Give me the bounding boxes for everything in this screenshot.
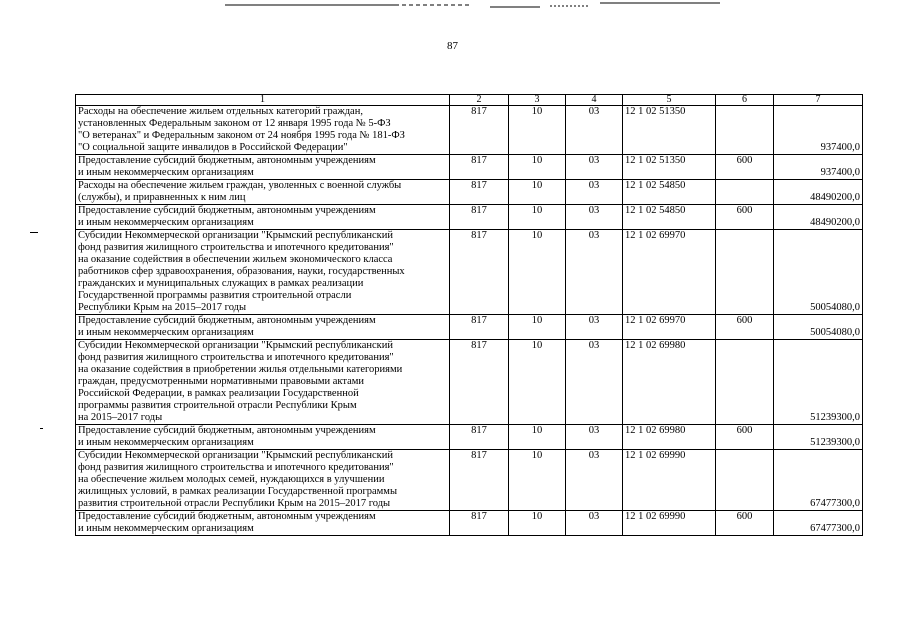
description-line: фонд развития жилищного строительства и ипотечного кредитования" bbox=[78, 242, 394, 253]
column-header: 3 bbox=[509, 95, 566, 106]
table-row bbox=[76, 106, 863, 155]
expense-description bbox=[76, 230, 450, 315]
amount-value: 67477300,0 bbox=[774, 450, 863, 511]
column-header: 2 bbox=[450, 95, 509, 106]
column-header: 4 bbox=[566, 95, 623, 106]
subsection-code: 03 bbox=[566, 450, 623, 511]
description-line: граждан, предусмотренными нормативными правовыми актами bbox=[78, 376, 365, 387]
description-line: Государственной программы развития строительной отрасли bbox=[78, 290, 352, 301]
ministry-code: 817 bbox=[450, 230, 509, 315]
description-line: Предоставление субсидий бюджетным, автономным учреждениям bbox=[78, 155, 376, 166]
subsection-code: 03 bbox=[566, 425, 623, 450]
column-header: 6 bbox=[716, 95, 774, 106]
description-line: программы развития строительной отрасли Республики Крым bbox=[78, 400, 357, 411]
expense-description bbox=[76, 511, 450, 536]
scan-artifact-lines bbox=[0, 0, 905, 16]
expense-description bbox=[76, 315, 450, 340]
description-line: жилищных условий, в рамках реализации Государственной программы bbox=[78, 486, 398, 497]
ministry-code: 817 bbox=[450, 315, 509, 340]
description-line: и иным некоммерческим организациям bbox=[78, 217, 254, 228]
margin-mark bbox=[30, 232, 38, 233]
section-code: 10 bbox=[509, 511, 566, 536]
expense-description bbox=[76, 180, 450, 205]
ministry-code: 817 bbox=[450, 180, 509, 205]
column-header: 5 bbox=[623, 95, 716, 106]
description-line: "О ветеранах" и Федеральным законом от 24 ноября 1995 года № 181-ФЗ bbox=[78, 130, 405, 141]
table-row bbox=[76, 340, 863, 425]
table-row bbox=[76, 425, 863, 450]
description-line: фонд развития жилищного строительства и ипотечного кредитования" bbox=[78, 352, 394, 363]
expense-type-code: 600 bbox=[716, 205, 774, 230]
expense-type-code: 600 bbox=[716, 511, 774, 536]
expense-type-code: 600 bbox=[716, 315, 774, 340]
amount-value: 48490200,0 bbox=[774, 205, 863, 230]
ministry-code: 817 bbox=[450, 155, 509, 180]
target-article-code: 12 1 02 54850 bbox=[623, 180, 716, 205]
description-line: установленных Федеральным законом от 12 января 1995 года № 5-ФЗ bbox=[78, 118, 391, 129]
expense-description bbox=[76, 425, 450, 450]
table-row bbox=[76, 205, 863, 230]
description-line: и иным некоммерческим организациям bbox=[78, 437, 254, 448]
expense-description bbox=[76, 155, 450, 180]
description-line: "О социальной защите инвалидов в Российской Федерации" bbox=[78, 142, 348, 153]
section-code: 10 bbox=[509, 425, 566, 450]
expense-type-code: 600 bbox=[716, 425, 774, 450]
margin-mark bbox=[40, 428, 43, 429]
table-row bbox=[76, 511, 863, 536]
expense-description bbox=[76, 450, 450, 511]
description-line: Предоставление субсидий бюджетным, автономным учреждениям bbox=[78, 315, 376, 326]
ministry-code: 817 bbox=[450, 106, 509, 155]
description-line: Предоставление субсидий бюджетным, автономным учреждениям bbox=[78, 511, 376, 522]
section-code: 10 bbox=[509, 155, 566, 180]
amount-value: 50054080,0 bbox=[774, 315, 863, 340]
section-code: 10 bbox=[509, 230, 566, 315]
table-row bbox=[76, 450, 863, 511]
description-line: Республики Крым на 2015–2017 годы bbox=[78, 302, 247, 313]
target-article-code: 12 1 02 69970 bbox=[623, 230, 716, 315]
amount-value: 937400,0 bbox=[774, 106, 863, 155]
target-article-code: 12 1 02 69980 bbox=[623, 340, 716, 425]
target-article-code: 12 1 02 69990 bbox=[623, 511, 716, 536]
amount-value: 67477300,0 bbox=[774, 511, 863, 536]
table-row bbox=[76, 315, 863, 340]
description-line: Субсидии Некоммерческой организации "Крымский республиканский bbox=[78, 340, 393, 351]
expense-type-code bbox=[716, 450, 774, 511]
target-article-code: 12 1 02 69970 bbox=[623, 315, 716, 340]
section-code: 10 bbox=[509, 180, 566, 205]
ministry-code: 817 bbox=[450, 205, 509, 230]
subsection-code: 03 bbox=[566, 315, 623, 340]
amount-value: 48490200,0 bbox=[774, 180, 863, 205]
ministry-code: 817 bbox=[450, 425, 509, 450]
description-line: гражданских и муниципальных служащих в рамках реализации bbox=[78, 278, 364, 289]
target-article-code: 12 1 02 54850 bbox=[623, 205, 716, 230]
description-line: Субсидии Некоммерческой организации "Крымский республиканский bbox=[78, 230, 393, 241]
table-row bbox=[76, 155, 863, 180]
description-line: на оказание содействия в приобретении жилья отдельными категориями bbox=[78, 364, 403, 375]
subsection-code: 03 bbox=[566, 106, 623, 155]
ministry-code: 817 bbox=[450, 450, 509, 511]
section-code: 10 bbox=[509, 450, 566, 511]
description-line: Расходы на обеспечение жильем граждан, уволенных с военной службы bbox=[78, 180, 402, 191]
subsection-code: 03 bbox=[566, 155, 623, 180]
section-code: 10 bbox=[509, 340, 566, 425]
expense-type-code bbox=[716, 230, 774, 315]
section-code: 10 bbox=[509, 315, 566, 340]
description-line: Предоставление субсидий бюджетным, автономным учреждениям bbox=[78, 425, 376, 436]
target-article-code: 12 1 02 51350 bbox=[623, 106, 716, 155]
subsection-code: 03 bbox=[566, 511, 623, 536]
description-line: (службы), и приравненных к ним лиц bbox=[78, 192, 246, 203]
ministry-code: 817 bbox=[450, 340, 509, 425]
expense-description bbox=[76, 340, 450, 425]
description-line: Российской Федерации, в рамках реализации Государственной bbox=[78, 388, 359, 399]
budget-table bbox=[75, 94, 863, 536]
expense-description bbox=[76, 205, 450, 230]
description-line: Предоставление субсидий бюджетным, автономным учреждениям bbox=[78, 205, 376, 216]
target-article-code: 12 1 02 51350 bbox=[623, 155, 716, 180]
expense-type-code bbox=[716, 340, 774, 425]
subsection-code: 03 bbox=[566, 230, 623, 315]
description-line: фонд развития жилищного строительства и ипотечного кредитования" bbox=[78, 462, 394, 473]
description-line: работников сфер здравоохранения, образования, науки, государственных bbox=[78, 266, 405, 277]
description-line: на 2015–2017 годы bbox=[78, 412, 163, 423]
section-code: 10 bbox=[509, 205, 566, 230]
description-line: и иным некоммерческим организациям bbox=[78, 167, 254, 178]
column-header: 1 bbox=[76, 95, 450, 106]
ministry-code: 817 bbox=[450, 511, 509, 536]
subsection-code: 03 bbox=[566, 205, 623, 230]
expense-type-code bbox=[716, 180, 774, 205]
subsection-code: 03 bbox=[566, 180, 623, 205]
description-line: на обеспечение жильем молодых семей, нуждающихся в улучшении bbox=[78, 474, 385, 485]
target-article-code: 12 1 02 69990 bbox=[623, 450, 716, 511]
description-line: Субсидии Некоммерческой организации "Крымский республиканский bbox=[78, 450, 393, 461]
target-article-code: 12 1 02 69980 bbox=[623, 425, 716, 450]
expense-type-code bbox=[716, 106, 774, 155]
description-line: на оказание содействия в обеспечении жильем экономического класса bbox=[78, 254, 393, 265]
amount-value: 50054080,0 bbox=[774, 230, 863, 315]
description-line: Расходы на обеспечение жильем отдельных категорий граждан, bbox=[78, 106, 363, 117]
amount-value: 51239300,0 bbox=[774, 340, 863, 425]
amount-value: 937400,0 bbox=[774, 155, 863, 180]
description-line: и иным некоммерческим организациям bbox=[78, 523, 254, 534]
table-row bbox=[76, 180, 863, 205]
description-line: развития строительной отрасли Республики Крым на 2015–2017 годы bbox=[78, 498, 391, 509]
expense-type-code: 600 bbox=[716, 155, 774, 180]
column-header: 7 bbox=[774, 95, 863, 106]
amount-value: 51239300,0 bbox=[774, 425, 863, 450]
description-line: и иным некоммерческим организациям bbox=[78, 327, 254, 338]
subsection-code: 03 bbox=[566, 340, 623, 425]
table-row bbox=[76, 230, 863, 315]
header-row bbox=[76, 95, 863, 106]
page-number: 87 bbox=[447, 40, 458, 52]
section-code: 10 bbox=[509, 106, 566, 155]
expense-description bbox=[76, 106, 450, 155]
